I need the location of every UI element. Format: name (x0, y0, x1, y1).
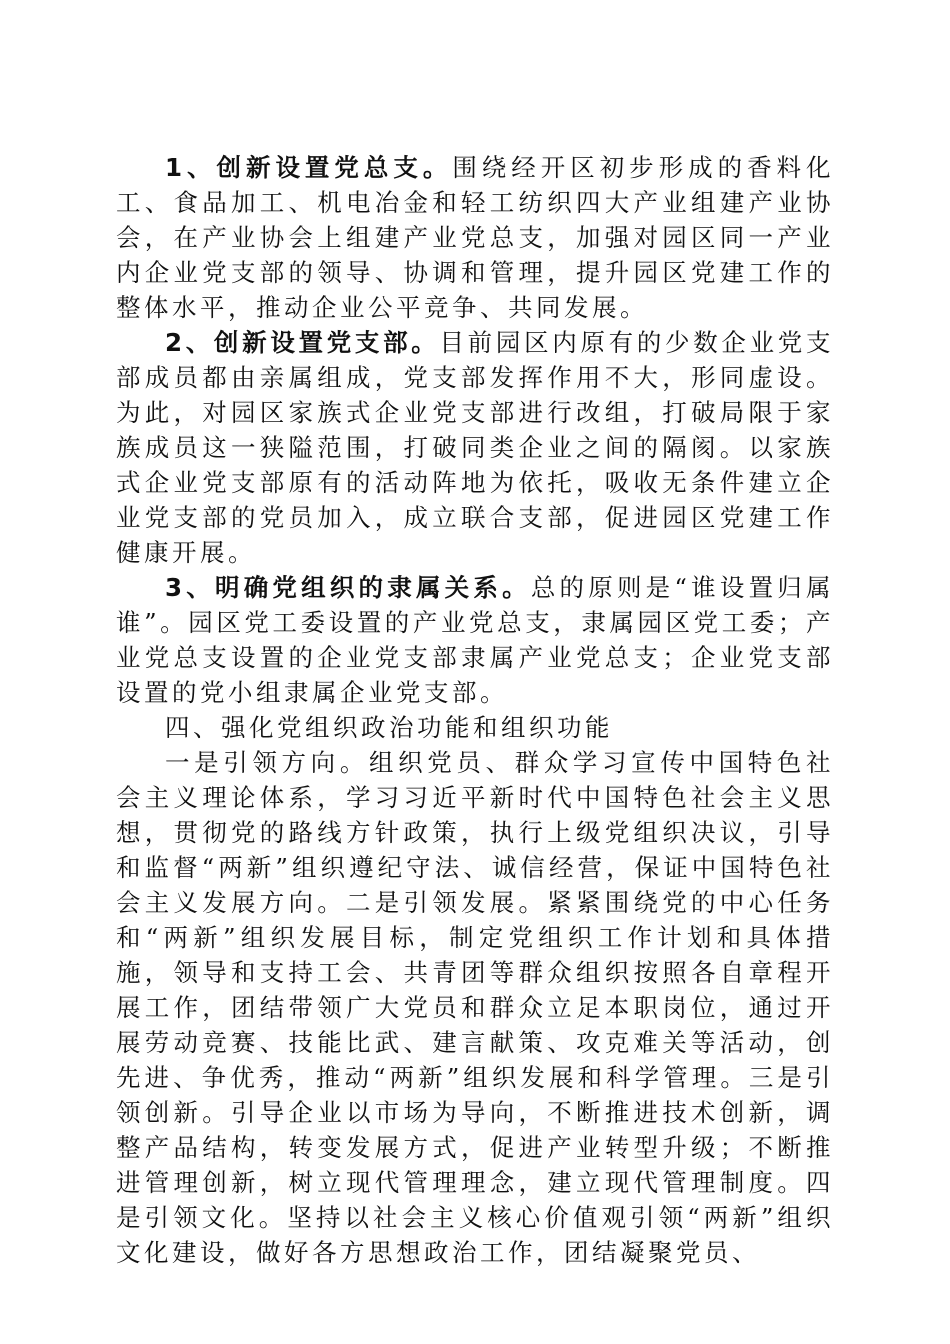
paragraph-3-text: 总的原则是“谁设置归属谁”。园区党工委设置的产业党总支，隶属园区党工委；产业党总支设置的企业党支部隶属产业党总支；企业党支部设置的党小组隶属企业党支部。 (116, 573, 834, 707)
paragraph-1 (116, 150, 834, 325)
paragraph-2-lead: 2、创新设置党支部。 (165, 328, 440, 357)
paragraph-2-text: 目前园区内原有的少数企业党支部成员都由亲属组成，党支部发挥作用不大，形同虚设。为此，对园区家族式企业党支部进行改组，打破局限于家族成员这一狭隘范围，打破同类企业之间的隔阂。以家族式企业党支部原有的活动阵地为依托，吸收无条件建立企业党支部的党员加入，成立联合支部，促进园区党建工作健康开展。 (116, 328, 834, 567)
paragraph-3 (116, 570, 834, 710)
paragraph-1-lead: 1、创新设置党总支。 (165, 153, 453, 182)
document-page (116, 150, 834, 1270)
paragraph-2 (116, 325, 834, 570)
section-heading: 四、强化党组织政治功能和组织功能 (165, 713, 613, 742)
paragraph-3-lead: 3、明确党组织的隶属关系。 (165, 573, 531, 602)
paragraph-1-text: 围绕经开区初步形成的香料化工、食品加工、机电冶金和轻工纺织四大产业组建产业协会，在产业协会上组建产业党总支，加强对园区同一产业内企业党支部的领导、协调和管理，提升园区党建工作的整体水平，推动企业公平竞争、共同发展。 (116, 153, 835, 322)
paragraph-4: 一是引领方向。组织党员、群众学习宣传中国特色社会主义理论体系，学习习近平新时代中国特色社会主义思想，贯彻党的路线方针政策，执行上级党组织决议，引导和监督“两新”组织遵纪守法、诚信经营，保证中国特色社会主义发展方向。二是引领发展。紧紧围绕党的中心任务和“两新”组织发展目标，制定党组织工作计划和具体措施，领导和支持工会、共青团等群众组织按照各自章程开展工作，团结带领广大党员和群众立足本职岗位，通过开展劳动竞赛、技能比武、建言献策、攻克难关等活动，创先进、争优秀，推动“两新”组织发展和科学管理。三是引领创新。引导企业以市场为导向，不断推进技术创新，调整产品结构，转变发展方式，促进产业转型升级；不断推进管理创新，树立现代管理理念，建立现代管理制度。四是引领文化。坚持以社会主义核心价值观引领“两新”组织文化建设，做好各方思想政治工作，团结凝聚党员、 (116, 748, 834, 1267)
